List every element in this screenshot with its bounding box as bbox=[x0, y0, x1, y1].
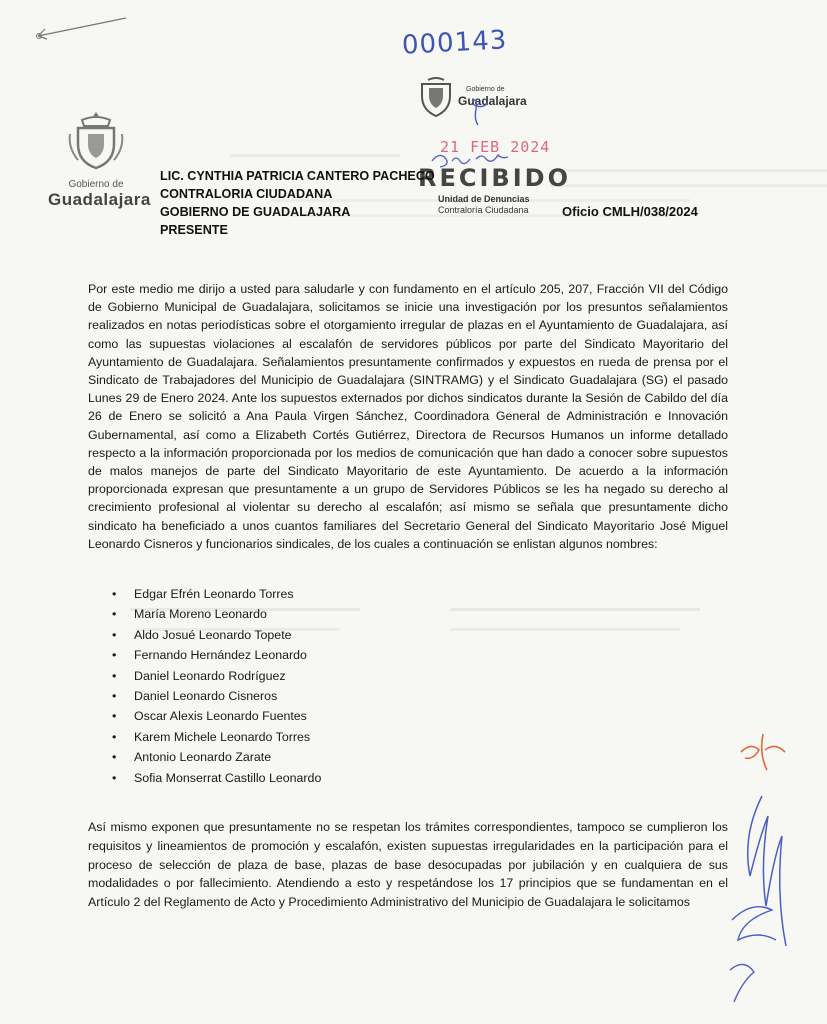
stamp-unit: Unidad de Denuncias bbox=[438, 194, 530, 204]
stamp-initials-mark bbox=[420, 95, 560, 185]
margin-initial-mark bbox=[735, 728, 795, 778]
list-item-text: María Moreno Leonardo bbox=[134, 607, 267, 622]
stamp-date: 21 FEB 2024 bbox=[440, 138, 551, 156]
coat-of-arms-icon bbox=[64, 108, 128, 172]
stamp-gobierno: Gobierno de bbox=[466, 86, 505, 93]
bullet-icon: • bbox=[112, 627, 117, 642]
addressee-name: LIC. CYNTHIA PATRICIA CANTERO PACHECO bbox=[160, 169, 435, 183]
logo-caption-guadalajara: Guadalajara bbox=[48, 190, 151, 209]
body-paragraph-1: Por este medio me dirijo a usted para saludarle y con fundamento en el artículo 205, 207, Fracción VII del Código de Gobierno Municipal de Guadalajara, solicitamos se inicie una investigación por los presuntos señalamientos realizados en notas periodísticas sobre el otorgamiento irregular de plazas en el Ayuntamiento de Guadalajara, así como las supuestas violaciones al escalafón de servidores públicos por parte del Sindicato Mayoritario del Ayuntamiento de Guadalajara. Señalamientos presuntamente confirmados y expuestos en rueda de prensa por el Sindicato de Trabajadores del Municipio de Guadalajara (SINTRAMG) y el Sindicato Guadalajara (SG) el pasado Lunes 29 de Enero 2024. Ante los supuestos externados por dichos sindicatos durante la Sesión de Cabildo del día 26 de Enero se solicitó a Ana Paula Virgen Sánchez, Coordinadora General de Administración e Innovación Gubernamental, así como a Elizabeth Cortés Gutiérrez, Directora de Recursos Humanos un informe detallado respecto a la información proporcionada por los medios de comunicación que han dado a conocer sobre supuestos de malos manejos de parte del Sindicato Mayoritario de este Ayuntamiento. De acuerdo a la información proporcionada expresan que presuntamente a un grupo de Servidores Públicos se les ha negado su derecho al crecimiento profesional al violentar su derecho al escalafón; así mismo se señala que presuntamente dicho sindicato ha beneficiado a unos cuantos familiares del Secretario General del Sindicato Mayoritario José Miguel Leonardo Cisneros y funcionarios sindicales, de los cuales a continuación se enlistan algunos nombres: bbox=[88, 282, 728, 551]
list-item bbox=[112, 666, 321, 686]
stamp-guadalajara: Guadalajara bbox=[458, 94, 527, 108]
list-item bbox=[112, 706, 321, 726]
list-item-text: Sofia Monserrat Castillo Leonardo bbox=[134, 770, 322, 785]
bullet-icon: • bbox=[112, 709, 117, 724]
list-item bbox=[112, 727, 321, 747]
list-item-text: Edgar Efrén Leonardo Torres bbox=[134, 587, 294, 601]
list-item-text: Oscar Alexis Leonardo Fuentes bbox=[134, 709, 307, 724]
bullet-icon: • bbox=[112, 689, 117, 704]
addressee-presente: PRESENTE bbox=[160, 223, 228, 237]
bullet-icon: • bbox=[112, 770, 117, 785]
list-item-text: Daniel Leonardo Rodríguez bbox=[134, 668, 286, 683]
addressee-block bbox=[160, 167, 435, 239]
bullet-icon: • bbox=[112, 587, 117, 601]
list-item bbox=[112, 625, 321, 645]
list-item-text: Antonio Leonardo Zarate bbox=[134, 750, 272, 765]
bullet-icon: • bbox=[112, 750, 117, 765]
bullet-icon: • bbox=[112, 729, 117, 744]
list-item bbox=[112, 604, 321, 624]
list-item-text: Fernando Hernández Leonardo bbox=[134, 648, 307, 663]
stamp-office: Contraloría Ciudadana bbox=[438, 205, 529, 215]
bullet-icon: • bbox=[112, 648, 117, 663]
list-item bbox=[112, 768, 321, 788]
list-item-text: Daniel Leonardo Cisneros bbox=[134, 689, 278, 704]
folio-number: 000143 bbox=[401, 25, 508, 61]
body-paragraph-2: Así mismo exponen que presuntamente no se respetan los trámites correspondientes, tampoco se cumplieron los requisitos y lineamientos de promoción y escalafón, existen supuestas irregularidades en la participación para el proceso de selección de plaza de base, plazas de base desocupadas por jubilación y en cualquiera de sus modalidades o por fallecimiento. Atendiendo a esto y respetándose los 17 principios que se fundamentan en el Artículo 2 del Reglamento de Acto y Procedimiento Administrativo del Municipio de Guadalajara le solicitamos bbox=[88, 820, 728, 910]
stamp-recibido: RECIBIDO bbox=[418, 164, 571, 192]
guadalajara-logo bbox=[48, 108, 151, 210]
list-item bbox=[112, 584, 321, 604]
list-item bbox=[112, 645, 321, 665]
pencil-arrow-mark bbox=[28, 12, 148, 62]
names-list bbox=[112, 584, 321, 788]
list-item bbox=[112, 686, 321, 706]
bullet-icon: • bbox=[112, 668, 117, 683]
addressee-office: CONTRALORIA CIUDADANA bbox=[160, 187, 333, 201]
margin-signature bbox=[722, 790, 802, 1020]
document-reference: Oficio CMLH/038/2024 bbox=[562, 204, 698, 219]
list-item bbox=[112, 747, 321, 767]
logo-caption-gobierno: Gobierno de bbox=[68, 179, 124, 190]
list-item-text: Karem Michele Leonardo Torres bbox=[134, 729, 311, 744]
bullet-icon: • bbox=[112, 607, 117, 622]
addressee-government: GOBIERNO DE GUADALAJARA bbox=[160, 205, 351, 219]
list-item-text: Aldo Josué Leonardo Topete bbox=[134, 627, 292, 642]
